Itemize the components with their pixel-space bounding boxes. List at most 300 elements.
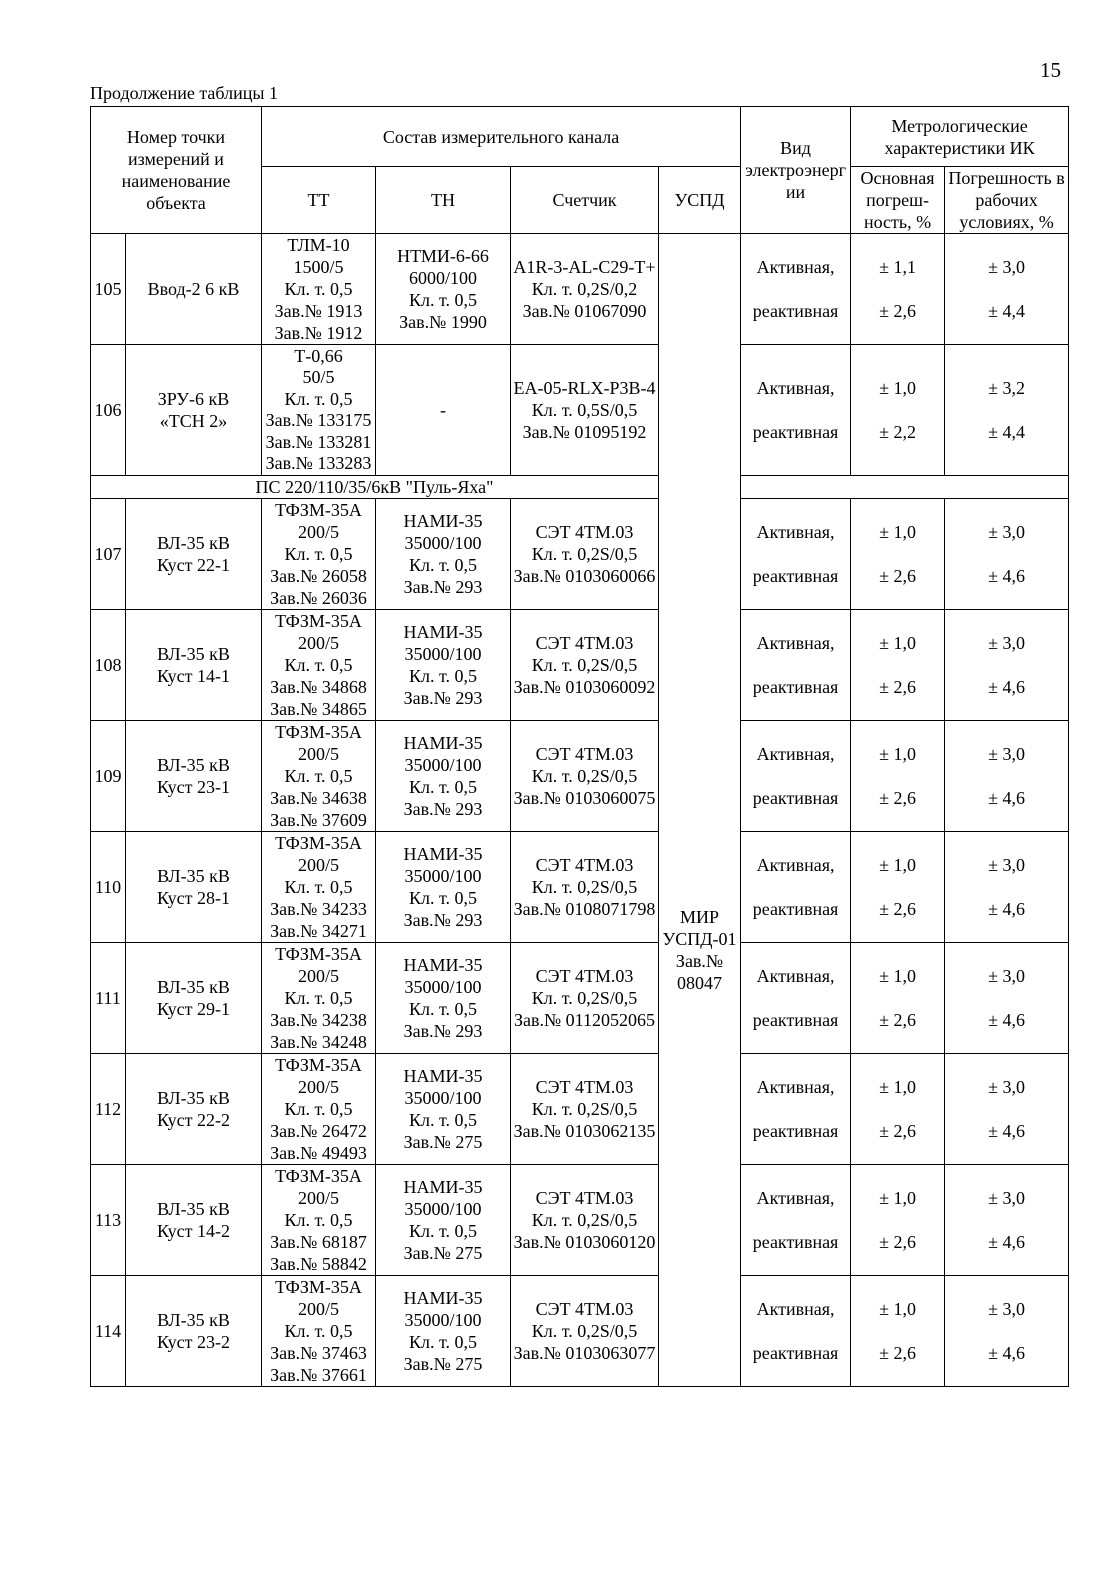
energy-kind-value: Активная, — [756, 257, 835, 277]
meter-cell-line: Зав.№ 01095192 — [522, 422, 647, 442]
tn-cell-line: - — [440, 400, 446, 420]
tn-cell-line: Кл. т. 0,5 — [408, 1332, 477, 1352]
tt-cell — [262, 345, 376, 476]
tt-cell-line: Кл. т. 0,5 — [284, 655, 353, 675]
energy-kind-value: реактивная — [752, 788, 839, 808]
header-point-line: измерений и — [128, 149, 224, 169]
tn-cell-line: Зав.№ 275 — [403, 1243, 483, 1263]
meter-cell-line: Зав.№ 0103060092 — [513, 677, 656, 697]
tt-cell-line: Кл. т. 0,5 — [284, 1210, 353, 1230]
tt-cell-line: 200/5 — [297, 855, 339, 875]
basic-error — [851, 943, 945, 1054]
tn-cell-line: Зав.№ 275 — [403, 1354, 483, 1374]
tn-cell — [376, 943, 511, 1054]
basic-error-value: ± 2,2 — [879, 422, 916, 442]
energy-kind — [741, 610, 851, 721]
tn-cell-line: НАМИ-35 — [403, 1066, 483, 1086]
tn-cell — [376, 499, 511, 610]
tn-cell-line: 35000/100 — [404, 533, 482, 553]
header-meter: Счетчик — [511, 167, 659, 234]
tt-cell-line: Зав.№ 1913 — [274, 301, 363, 321]
basic-error — [851, 1054, 945, 1165]
object-name — [126, 234, 262, 345]
uspd-line: 08047 — [677, 973, 723, 993]
basic-error-value: ± 2,6 — [879, 788, 916, 808]
table-row — [91, 234, 1069, 345]
basic-error-value: ± 2,6 — [879, 1232, 916, 1252]
row-number: 109 — [91, 721, 126, 832]
energy-kind-value: реактивная — [752, 1010, 839, 1030]
working-error — [945, 943, 1069, 1054]
tn-cell — [376, 832, 511, 943]
row-number: 108 — [91, 610, 126, 721]
tn-cell-line: Кл. т. 0,5 — [408, 999, 477, 1019]
working-error-value: ± 4,6 — [988, 566, 1025, 586]
meter-cell — [511, 943, 659, 1054]
header-kind-line: ии — [785, 182, 806, 202]
working-error-value: ± 4,6 — [988, 1121, 1025, 1141]
energy-kind-value: Активная, — [756, 1188, 835, 1208]
energy-kind — [741, 721, 851, 832]
tt-cell — [262, 234, 376, 345]
tt-cell-line: Т-0,66 — [294, 345, 343, 366]
tt-cell-line: Зав.№ 34233 — [270, 899, 367, 919]
meter-cell — [511, 1054, 659, 1165]
object-name-line: Куст 22-2 — [156, 1110, 230, 1130]
energy-kind-value: реактивная — [752, 1232, 839, 1252]
basic-error — [851, 1276, 945, 1387]
tn-cell-line: 35000/100 — [404, 1199, 482, 1219]
tn-cell-line: Кл. т. 0,5 — [408, 1110, 477, 1130]
tt-cell-line: Зав.№ 37463 — [270, 1343, 367, 1363]
tt-cell-line: Зав.№ 26472 — [270, 1121, 367, 1141]
tt-cell-line: Зав.№ 34865 — [270, 699, 367, 719]
header-point — [91, 107, 262, 234]
tt-cell-line: Зав.№ 1912 — [274, 323, 363, 343]
header-basic-line: погреш- — [866, 190, 929, 210]
section-label: ПС 220/110/35/6кВ "Пуль-Яха" — [91, 476, 659, 499]
tt-cell-line: Зав.№ 34238 — [270, 1010, 367, 1030]
header-basic-line: ность, % — [863, 212, 932, 232]
object-name — [126, 943, 262, 1054]
row-number: 105 — [91, 234, 126, 345]
tn-cell-line: НАМИ-35 — [403, 1288, 483, 1308]
working-error-value: ± 4,6 — [988, 899, 1025, 919]
header-point-line: наименование — [121, 171, 231, 191]
meter-cell — [511, 832, 659, 943]
tt-cell-line: Зав.№ 37609 — [270, 810, 367, 830]
meter-cell-line: Кл. т. 0,2S/0,5 — [531, 1210, 638, 1230]
object-name-line: ВЛ-35 кВ — [157, 644, 230, 664]
object-name — [126, 610, 262, 721]
working-error — [945, 1054, 1069, 1165]
row-number: 111 — [91, 943, 126, 1054]
tt-cell-line: ТФЗМ-35А — [275, 1277, 362, 1297]
working-error-value: ± 4,4 — [988, 422, 1025, 442]
energy-kind — [741, 1165, 851, 1276]
meter-cell-line: Зав.№ 0108071798 — [513, 899, 656, 919]
meter-cell — [511, 345, 659, 476]
basic-error — [851, 832, 945, 943]
tt-cell-line: Зав.№ 26036 — [270, 588, 367, 608]
header-working-line: Погрешность в — [948, 168, 1065, 188]
header-metrology — [851, 107, 1069, 167]
tt-cell-line: Зав.№ 34638 — [270, 788, 367, 808]
tn-cell-line: Кл. т. 0,5 — [408, 290, 477, 310]
tt-cell — [262, 1054, 376, 1165]
working-error-value: ± 4,6 — [988, 677, 1025, 697]
table-row — [91, 499, 1069, 610]
header-uspd: УСПД — [659, 167, 741, 234]
tn-cell-line: Зав.№ 275 — [403, 1132, 483, 1152]
working-error — [945, 832, 1069, 943]
meter-cell-line: СЭТ 4ТМ.03 — [535, 1299, 634, 1319]
energy-kind-value: Активная, — [756, 966, 835, 986]
energy-kind-value: Активная, — [756, 744, 835, 764]
tt-cell-line: Зав.№ 133175 — [265, 410, 372, 430]
energy-kind-value: реактивная — [752, 1343, 839, 1363]
meter-cell-line: СЭТ 4ТМ.03 — [535, 1188, 634, 1208]
energy-kind-value: Активная, — [756, 1077, 835, 1097]
header-kind-line: Вид — [780, 138, 811, 158]
working-error — [945, 610, 1069, 721]
tt-cell-line: 50/5 — [302, 367, 335, 387]
working-error-value: ± 3,0 — [988, 257, 1025, 277]
meter-cell-line: СЭТ 4ТМ.03 — [535, 855, 634, 875]
row-number: 107 — [91, 499, 126, 610]
object-name-line: Куст 23-1 — [156, 777, 230, 797]
tt-cell-line: Зав.№ 37661 — [270, 1365, 367, 1385]
basic-error-value: ± 1,0 — [879, 744, 916, 764]
meter-cell-line: СЭТ 4ТМ.03 — [535, 1077, 634, 1097]
working-error-value: ± 3,0 — [988, 1188, 1025, 1208]
energy-kind — [741, 1276, 851, 1387]
meter-cell-line: Кл. т. 0,2S/0,2 — [531, 279, 638, 299]
object-name — [126, 1276, 262, 1387]
tt-cell-line: ТФЗМ-35А — [275, 500, 362, 520]
tt-cell-line: Кл. т. 0,5 — [284, 544, 353, 564]
meter-cell-line: Зав.№ 0112052065 — [513, 1010, 655, 1030]
tt-cell-line: Кл. т. 0,5 — [284, 1321, 353, 1341]
meter-cell-line: СЭТ 4ТМ.03 — [535, 744, 634, 764]
basic-error-value: ± 1,0 — [879, 1077, 916, 1097]
object-name-line: Куст 23-2 — [156, 1332, 230, 1352]
tt-cell-line: ТФЗМ-35А — [275, 1055, 362, 1075]
header-point-line: Номер точки — [126, 127, 226, 147]
header-kind — [741, 107, 851, 234]
header-tt: ТТ — [262, 167, 376, 234]
object-name-line: ВЛ-35 кВ — [157, 1310, 230, 1330]
object-name-line: ВЛ-35 кВ — [157, 533, 230, 553]
meter-cell — [511, 721, 659, 832]
basic-error-value: ± 1,0 — [879, 633, 916, 653]
tn-cell — [376, 234, 511, 345]
object-name-line: Куст 29-1 — [156, 999, 230, 1019]
header-basic-error — [851, 167, 945, 234]
working-error-value: ± 4,6 — [988, 788, 1025, 808]
table-row — [91, 943, 1069, 1054]
energy-kind-value: реактивная — [752, 1121, 839, 1141]
basic-error-value: ± 2,6 — [879, 1010, 916, 1030]
tn-cell — [376, 721, 511, 832]
tn-cell-line: Кл. т. 0,5 — [408, 555, 477, 575]
basic-error-value: ± 1,0 — [879, 522, 916, 542]
working-error-value: ± 4,6 — [988, 1232, 1025, 1252]
meter-cell-line: Кл. т. 0,2S/0,5 — [531, 988, 638, 1008]
uspd-line: МИР — [680, 907, 720, 927]
header-working-line: условиях, % — [959, 212, 1054, 232]
tn-cell — [376, 1054, 511, 1165]
tt-cell — [262, 610, 376, 721]
meter-cell — [511, 499, 659, 610]
tn-cell-line: НАМИ-35 — [403, 511, 483, 531]
object-name — [126, 345, 262, 476]
working-error-value: ± 3,0 — [988, 744, 1025, 764]
tt-cell-line: Зав.№ 34868 — [270, 677, 367, 697]
basic-error — [851, 234, 945, 345]
metering-table — [90, 106, 1069, 1387]
tn-cell-line: Кл. т. 0,5 — [408, 888, 477, 908]
tt-cell — [262, 1165, 376, 1276]
meter-cell-line: Кл. т. 0,2S/0,5 — [531, 766, 638, 786]
uspd-line: УСПД-01 — [662, 929, 737, 949]
row-number: 106 — [91, 345, 126, 476]
meter-cell-line: Кл. т. 0,2S/0,5 — [531, 1099, 638, 1119]
tt-cell-line: 1500/5 — [293, 257, 344, 277]
tt-cell — [262, 721, 376, 832]
working-error — [945, 234, 1069, 345]
energy-kind-value: реактивная — [752, 899, 839, 919]
row-number: 113 — [91, 1165, 126, 1276]
meter-cell-line: Зав.№ 0103060066 — [513, 566, 656, 586]
tn-cell-line: Зав.№ 1990 — [399, 312, 487, 332]
tn-cell-line: 6000/100 — [408, 268, 477, 288]
basic-error-value: ± 1,0 — [879, 1188, 916, 1208]
basic-error-value: ± 2,6 — [879, 301, 916, 321]
object-name-line: ВЛ-35 кВ — [157, 755, 230, 775]
meter-cell — [511, 610, 659, 721]
table-row — [91, 1165, 1069, 1276]
meter-cell-line: СЭТ 4ТМ.03 — [535, 633, 634, 653]
meter-cell — [511, 234, 659, 345]
basic-error — [851, 499, 945, 610]
object-name-line: Куст 28-1 — [156, 888, 230, 908]
tt-cell-line: 200/5 — [297, 744, 339, 764]
object-name — [126, 832, 262, 943]
meter-cell — [511, 1276, 659, 1387]
tn-cell-line: Зав.№ 293 — [403, 799, 483, 819]
basic-error-value: ± 1,0 — [879, 966, 916, 986]
tn-cell-line: 35000/100 — [404, 644, 482, 664]
tn-cell-line: Зав.№ 293 — [403, 1021, 483, 1041]
page-number: 15 — [1040, 58, 1061, 82]
row-number: 110 — [91, 832, 126, 943]
energy-kind-value: Активная, — [756, 633, 835, 653]
tt-cell-line: 200/5 — [297, 966, 339, 986]
meter-cell-line: Зав.№ 0103060075 — [513, 788, 656, 808]
tt-cell — [262, 499, 376, 610]
energy-kind-value: реактивная — [752, 301, 839, 321]
working-error-value: ± 4,6 — [988, 1343, 1025, 1363]
object-name-line: ЗРУ-6 кВ — [157, 389, 230, 409]
tt-cell-line: Зав.№ 133281 — [265, 431, 372, 452]
section-filler — [741, 476, 1069, 499]
basic-error-value: ± 1,0 — [879, 1299, 916, 1319]
header-metrology-line: характеристики ИК — [884, 137, 1035, 158]
object-name-line: ВЛ-35 кВ — [157, 977, 230, 997]
tt-cell-line: ТФЗМ-35А — [275, 1166, 362, 1186]
section-row — [91, 476, 1069, 499]
object-name-line: «ТСН 2» — [159, 411, 228, 431]
object-name-line: Ввод-2 6 кВ — [147, 279, 240, 299]
header-working-error — [945, 167, 1069, 234]
meter-cell-line: EA-05-RLX-P3B-4 — [513, 378, 656, 398]
tt-cell-line: Зав.№ 34248 — [270, 1032, 367, 1052]
tt-cell-line: Кл. т. 0,5 — [284, 877, 353, 897]
meter-cell-line: A1R-3-AL-C29-T+ — [513, 257, 656, 277]
working-error-value: ± 3,0 — [988, 855, 1025, 875]
tn-cell-line: НАМИ-35 — [403, 622, 483, 642]
working-error-value: ± 3,0 — [988, 522, 1025, 542]
table-caption: Продолжение таблицы 1 — [90, 83, 278, 103]
table-row — [91, 1054, 1069, 1165]
row-number: 112 — [91, 1054, 126, 1165]
working-error — [945, 499, 1069, 610]
energy-kind — [741, 234, 851, 345]
working-error-value: ± 4,6 — [988, 1010, 1025, 1030]
tn-cell-line: Зав.№ 293 — [403, 688, 483, 708]
energy-kind-value: реактивная — [752, 422, 839, 442]
tt-cell-line: ТЛМ-10 — [287, 235, 350, 255]
energy-kind — [741, 345, 851, 476]
table-row — [91, 610, 1069, 721]
working-error — [945, 721, 1069, 832]
tn-cell-line: Кл. т. 0,5 — [408, 666, 477, 686]
tn-cell-line: НАМИ-35 — [403, 844, 483, 864]
meter-cell-line: Кл. т. 0,2S/0,5 — [531, 655, 638, 675]
object-name — [126, 1054, 262, 1165]
table-row — [91, 345, 1069, 476]
tt-cell-line: 200/5 — [297, 1077, 339, 1097]
tn-cell-line: НАМИ-35 — [403, 955, 483, 975]
object-name — [126, 499, 262, 610]
header-point-line: объекта — [146, 193, 206, 213]
working-error — [945, 1165, 1069, 1276]
tn-cell — [376, 1165, 511, 1276]
working-error-value: ± 3,0 — [988, 966, 1025, 986]
object-name-line: ВЛ-35 кВ — [157, 1088, 230, 1108]
tt-cell-line: ТФЗМ-35А — [275, 944, 362, 964]
object-name-line: Куст 14-1 — [156, 666, 230, 686]
tn-cell-line: 35000/100 — [404, 755, 482, 775]
header-basic-line: Основная — [860, 168, 935, 188]
working-error — [945, 1276, 1069, 1387]
meter-cell-line: Кл. т. 0,2S/0,5 — [531, 1321, 638, 1341]
tn-cell-line: НАМИ-35 — [403, 1177, 483, 1197]
tn-cell — [376, 610, 511, 721]
meter-cell-line: Зав.№ 0103063077 — [513, 1343, 656, 1363]
object-name-line: ВЛ-35 кВ — [157, 866, 230, 886]
basic-error-value: ± 2,6 — [879, 677, 916, 697]
meter-cell-line: Зав.№ 0103060120 — [513, 1232, 656, 1252]
basic-error — [851, 610, 945, 721]
header-working-line: рабочих — [975, 190, 1038, 210]
energy-kind-value: Активная, — [756, 522, 835, 542]
energy-kind — [741, 1054, 851, 1165]
uspd-line: Зав.№ — [675, 951, 724, 971]
row-number: 114 — [91, 1276, 126, 1387]
table-body — [91, 107, 1069, 1387]
tt-cell-line: Зав.№ 133283 — [265, 453, 372, 473]
basic-error-value: ± 2,6 — [879, 1121, 916, 1141]
table-row — [91, 1276, 1069, 1387]
tt-cell-line: 200/5 — [297, 1299, 339, 1319]
tt-cell-line: Кл. т. 0,5 — [284, 279, 353, 299]
tn-cell-line: 35000/100 — [404, 866, 482, 886]
tt-cell-line: Кл. т. 0,5 — [284, 988, 353, 1008]
basic-error-value: ± 1,0 — [879, 378, 916, 398]
meter-cell-line: Зав.№ 01067090 — [522, 301, 647, 321]
energy-kind — [741, 832, 851, 943]
tn-cell-line: НАМИ-35 — [403, 733, 483, 753]
tt-cell-line: Зав.№ 34271 — [270, 921, 367, 941]
tn-cell — [376, 345, 511, 476]
working-error-value: ± 4,4 — [988, 301, 1025, 321]
energy-kind-value: реактивная — [752, 677, 839, 697]
object-name-line: Куст 22-1 — [156, 555, 230, 575]
tt-cell-line: 200/5 — [297, 522, 339, 542]
working-error-value: ± 3,0 — [988, 1077, 1025, 1097]
tn-cell-line: НТМИ-6-66 — [397, 246, 489, 266]
tt-cell-line: Кл. т. 0,5 — [284, 1099, 353, 1119]
energy-kind-value: реактивная — [752, 566, 839, 586]
working-error — [945, 345, 1069, 476]
tn-cell-line: Зав.№ 293 — [403, 577, 483, 597]
table-row — [91, 721, 1069, 832]
basic-error-value: ± 2,6 — [879, 899, 916, 919]
tt-cell — [262, 1276, 376, 1387]
object-name — [126, 1165, 262, 1276]
tt-cell-line: ТФЗМ-35А — [275, 833, 362, 853]
tt-cell-line: ТФЗМ-35А — [275, 611, 362, 631]
energy-kind-value: Активная, — [756, 855, 835, 875]
object-name-line: ВЛ-35 кВ — [157, 1199, 230, 1219]
header-kind-line: электроэнерг — [745, 160, 846, 180]
tn-cell-line: Кл. т. 0,5 — [408, 777, 477, 797]
basic-error — [851, 1165, 945, 1276]
basic-error-value: ± 2,6 — [879, 566, 916, 586]
energy-kind-value: Активная, — [756, 378, 835, 398]
meter-cell — [511, 1165, 659, 1276]
object-name-line: Куст 14-2 — [156, 1221, 230, 1241]
tt-cell-line: Зав.№ 26058 — [270, 566, 367, 586]
working-error-value: ± 3,0 — [988, 633, 1025, 653]
tt-cell-line: Кл. т. 0,5 — [284, 766, 353, 786]
basic-error — [851, 345, 945, 476]
tt-cell-line: Зав.№ 58842 — [270, 1254, 367, 1274]
tt-cell-line: Зав.№ 68187 — [270, 1232, 367, 1252]
header-row-1 — [91, 107, 1069, 167]
header-composition: Состав измерительного канала — [262, 107, 741, 167]
tn-cell-line: 35000/100 — [404, 1310, 482, 1330]
tn-cell — [376, 1276, 511, 1387]
basic-error-value: ± 1,1 — [879, 257, 916, 277]
tn-cell-line: Кл. т. 0,5 — [408, 1221, 477, 1241]
uspd-cell — [659, 234, 741, 1387]
table-row — [91, 832, 1069, 943]
tt-cell-line: 200/5 — [297, 633, 339, 653]
tt-cell-line: ТФЗМ-35А — [275, 722, 362, 742]
